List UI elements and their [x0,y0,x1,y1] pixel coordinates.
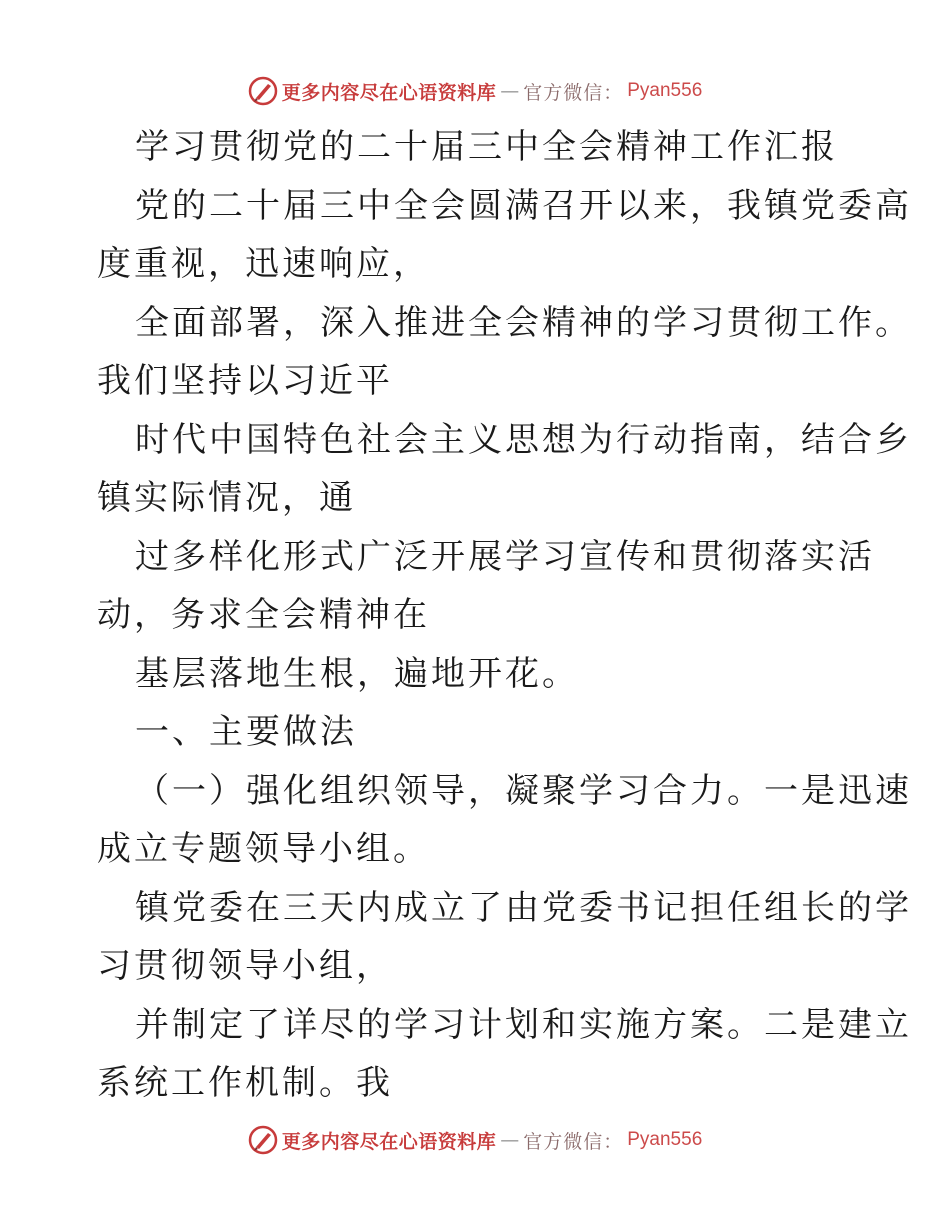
paragraph-line: 党的二十届三中全会圆满召开以来，我镇党委高 [135,185,912,226]
paragraph-line: 时代中国特色社会主义思想为行动指南，结合乡 [135,419,912,460]
footer-banner [0,1120,950,1160]
banner-title: 更多内容尽在心语资料库 [281,1130,497,1153]
paragraph-line: 系统工作机制。我 [97,1063,393,1103]
paragraph-line: 镇实际情况，通 [97,478,356,518]
document-body [97,118,912,1113]
paragraph-line: 成立专题领导小组。 [97,829,430,869]
paragraph-line: 并制定了详尽的学习计划和实施方案。二是建立 [135,1004,912,1045]
quill-seal-icon [248,76,278,106]
paragraph-line: 全面部署，深入推进全会精神的学习贯彻工作。 [135,302,912,343]
banner-wechat-label: 官方微信： [523,1130,624,1153]
header-banner [0,71,950,111]
paragraph-line: 我们坚持以习近平 [97,361,393,401]
banner-wechat-id: Pyan556 [627,80,703,101]
section-heading: 一、主要做法 [135,712,357,752]
paragraph-line: 习贯彻领导小组， [97,946,393,986]
paragraph-line: 动，务求全会精神在 [97,595,430,635]
subsection-heading: （一）强化组织领导，凝聚学习合力。一是迅速 [135,770,912,811]
paragraph-line: 镇党委在三天内成立了由党委书记担任组长的学 [135,887,912,928]
banner-content [248,76,703,106]
document-title: 学习贯彻党的二十届三中全会精神工作汇报 [135,127,838,167]
quill-seal-icon [248,1125,278,1155]
banner-wechat-id: Pyan556 [627,1129,703,1150]
paragraph-line: 度重视，迅速响应， [97,244,430,284]
paragraph-line: 基层落地生根，遍地开花。 [135,653,579,694]
banner-title: 更多内容尽在心语资料库 [281,81,497,104]
banner-content [248,1125,703,1155]
banner-separator: — [500,80,520,102]
paragraph-line: 过多样化形式广泛开展学习宣传和贯彻落实活 [135,536,875,577]
banner-wechat-label: 官方微信： [523,81,624,104]
banner-separator: — [500,1129,520,1151]
